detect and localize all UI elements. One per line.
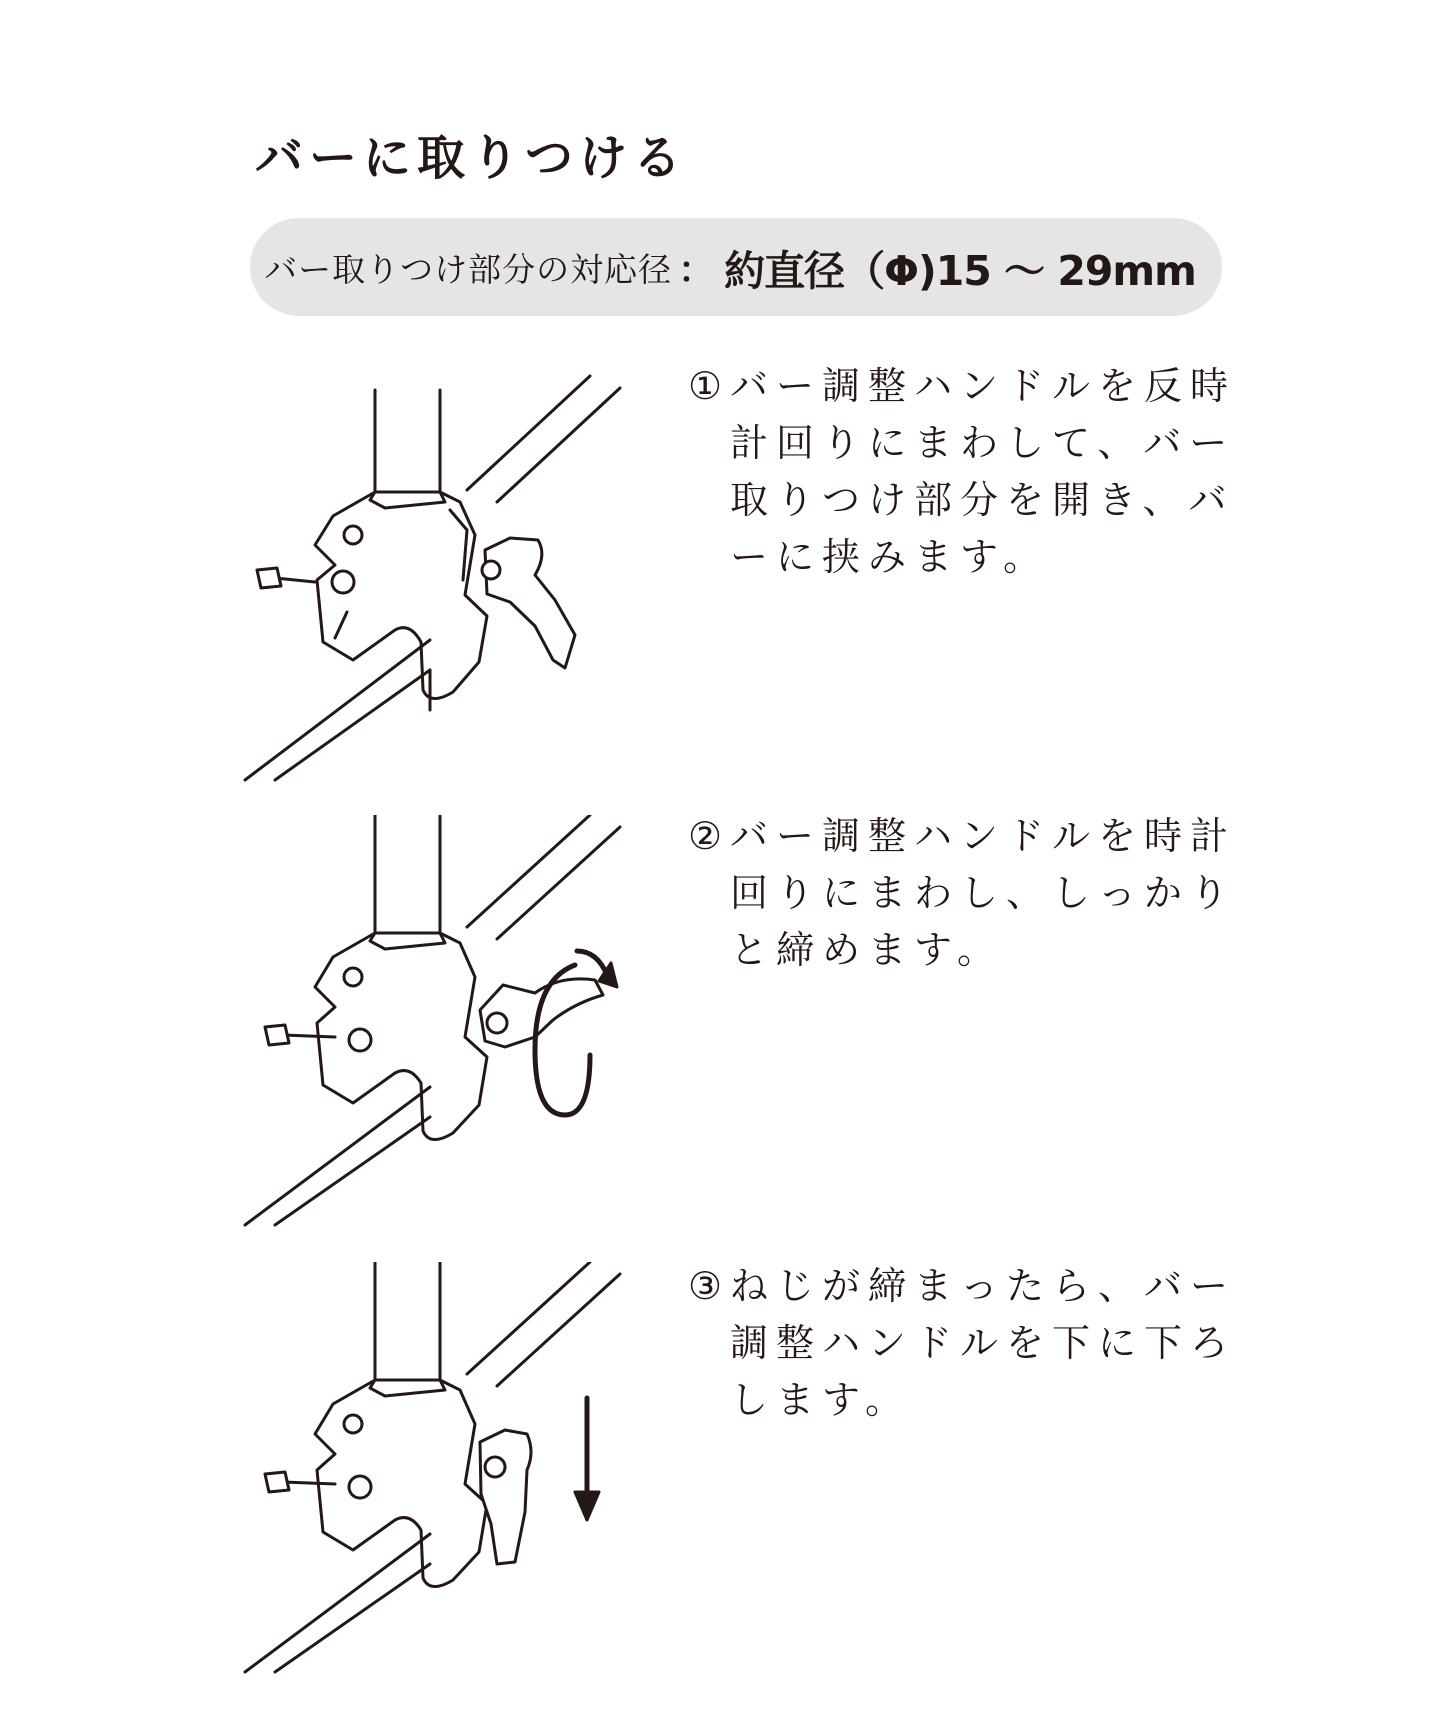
spec-value: 約直径（Φ)15 ～ 29mm: [724, 246, 1196, 295]
step-1-number: ①: [688, 364, 723, 408]
step-2-description: バー調整ハンドルを時計回りにまわし、しっかりと締めます。: [730, 814, 1237, 972]
clamp-rotate-clockwise-illustration: [235, 815, 635, 1255]
step-2-number: ②: [688, 814, 723, 858]
step-1-description: バー調整ハンドルを反時計回りにまわして、バー取りつけ部分を開き、バーに挟みます。: [730, 364, 1237, 579]
diameter-spec-badge: [250, 218, 1222, 316]
clamp-lower-handle-illustration: [235, 1262, 635, 1702]
step-3-description: ねじが締まったら、バー調整ハンドルを下に下ろします。: [730, 1264, 1237, 1422]
step-3-number: ③: [688, 1264, 723, 1308]
step-2-text: [688, 808, 1248, 979]
page-title: バーに取りつける: [255, 130, 688, 186]
step-3-text: [688, 1258, 1248, 1429]
step-1-text: [688, 358, 1248, 586]
clamp-open-illustration: [235, 370, 635, 810]
spec-separator: ：: [678, 249, 715, 291]
spec-label: バー取りつけ部分の対応径: [264, 249, 673, 289]
